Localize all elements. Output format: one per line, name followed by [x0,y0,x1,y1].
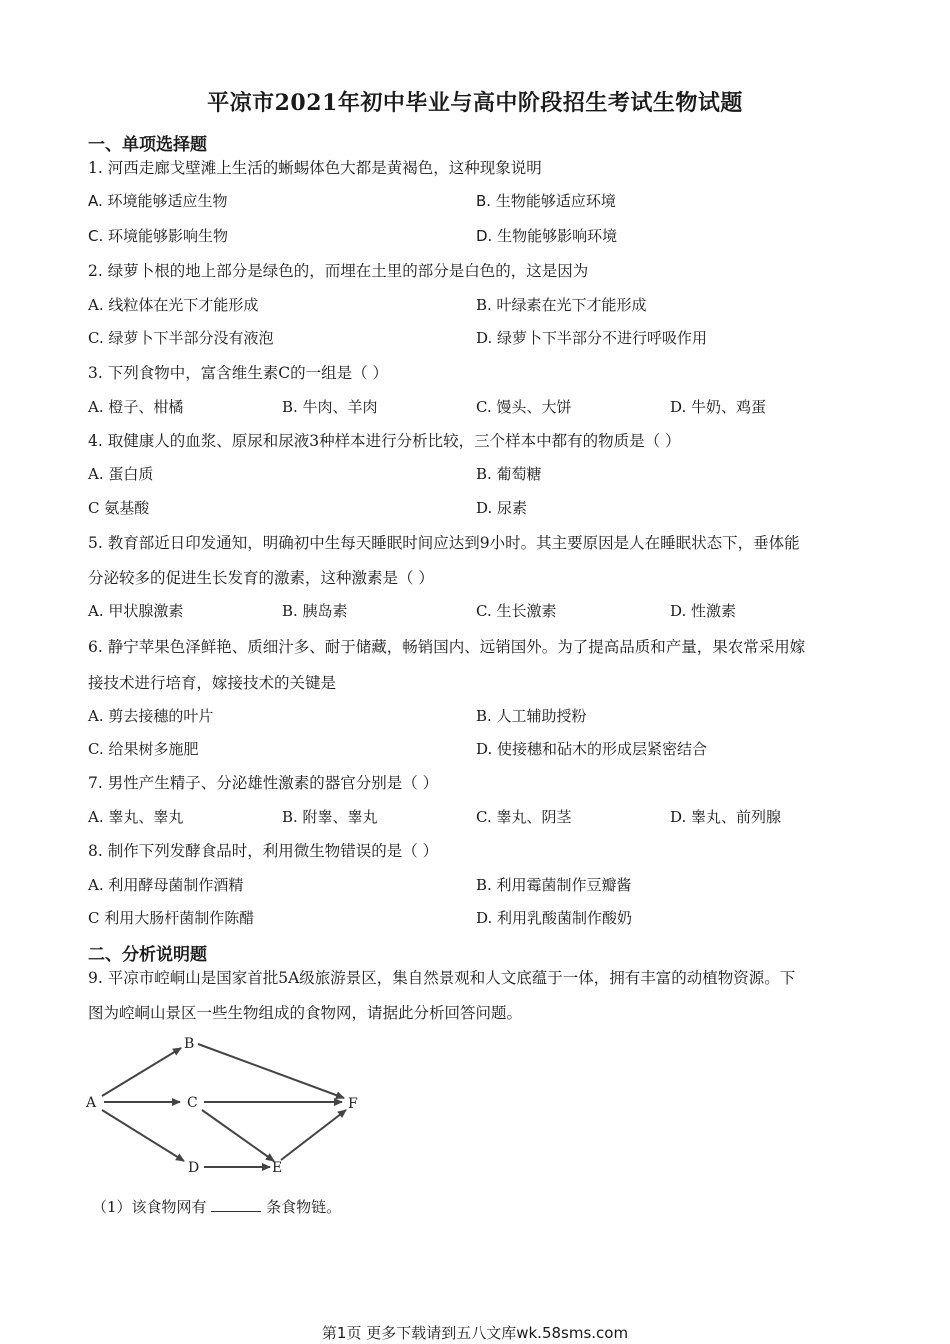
edge-e-f [281,1110,346,1160]
question-2-option-c[interactable]: C. 绿萝卜下半部分没有液泡 [88,329,274,347]
question-9-sub1-suffix: 条食物链。 [266,1198,342,1216]
question-4-stem: 4. 取健康人的血浆、原尿和尿液3种样本进行分析比较，三个样本中都有的物质是（ ） [88,432,681,450]
question-6-option-a[interactable]: A. 剪去接穗的叶片 [88,707,214,725]
question-9-sub1 [92,1196,341,1217]
question-6-options-row1 [88,705,868,727]
question-6-stem-line2: 接技术进行培育，嫁接技术的关键是 [88,674,337,692]
question-3-option-b[interactable]: B. 牛肉、羊肉 [282,398,378,416]
question-4-options-row2 [88,497,868,519]
edge-a-d [102,1110,184,1161]
question-5-stem-line2: 分泌较多的促进生长发育的激素，这种激素是（ ） [88,569,434,587]
question-8-stem: 8. 制作下列发酵食品时，利用微生物错误的是（ ） [88,842,439,860]
question-4-option-d[interactable]: D. 尿素 [476,499,528,517]
question-5-option-d[interactable]: D. 性激素 [670,602,737,620]
question-7-option-c[interactable]: C. 睾丸、阴茎 [476,808,572,826]
node-e-label: E [272,1160,283,1176]
question-6-stem-line1: 6. 静宁苹果色泽鲜艳、质细汁多、耐于储藏，畅销国内、远销国外。为了提高品质和产量，果农常采用嫁 [88,638,806,656]
edge-c-e [202,1110,274,1161]
question-2-option-d[interactable]: D. 绿萝卜下半部分不进行呼吸作用 [476,329,708,347]
question-8-option-a[interactable]: A. 利用酵母菌制作酒精 [88,876,244,894]
node-c-label: C [187,1095,198,1111]
question-3-options-row [88,396,868,418]
question-5-option-b[interactable]: B. 胰岛素 [282,602,348,620]
question-2-options-row1 [88,294,868,316]
question-2-options-row2 [88,327,868,349]
question-9-stem-line1: 9. 平凉市崆峒山是国家首批5A级旅游景区，集自然景观和人文底蕴于一体，拥有丰富的动植物资源。下 [88,969,796,987]
question-1-option-c[interactable]: C. 环境能够影响生物 [88,227,229,245]
node-b-label: B [184,1036,195,1052]
question-2-option-b[interactable]: B. 叶绿素在光下才能形成 [476,296,647,314]
question-7-option-b[interactable]: B. 附睾、睾丸 [282,808,378,826]
question-4-options-row1 [88,463,868,485]
question-7-option-a[interactable]: A. 睾丸、睾丸 [88,808,184,826]
question-8-options-row2 [88,907,868,929]
section-heading-analysis: 二、分析说明题 [88,945,207,965]
question-5-option-a[interactable]: A. 甲状腺激素 [88,602,184,620]
question-4-option-a[interactable]: A. 蛋白质 [88,465,154,483]
question-8-option-d[interactable]: D. 利用乳酸菌制作酸奶 [476,909,633,927]
question-3-option-a[interactable]: A. 橙子、柑橘 [88,398,184,416]
node-a-label: A [86,1095,97,1111]
exam-title: 平凉市2021年初中毕业与高中阶段招生考试生物试题 [207,90,743,116]
node-f-label: F [348,1096,358,1112]
edge-a-b [102,1048,181,1096]
question-1-option-a[interactable]: A. 环境能够适应生物 [88,192,228,210]
question-4-option-b[interactable]: B. 葡萄糖 [476,465,542,483]
question-9-sub1-prefix: （1）该食物网有 [92,1198,207,1216]
question-5-options-row [88,600,868,622]
node-d-label: D [188,1160,200,1176]
question-1-options-row1 [88,190,868,212]
question-9-stem-line2: 图为崆峒山景区一些生物组成的食物网，请据此分析回答问题。 [88,1004,523,1022]
question-3-option-c[interactable]: C. 馒头、大饼 [476,398,572,416]
question-5-option-c[interactable]: C. 生长激素 [476,602,557,620]
question-9-sub1-answer-blank[interactable] [211,1197,261,1212]
question-2-stem: 2. 绿萝卜根的地上部分是绿色的，而埋在土里的部分是白色的，这是因为 [88,262,589,280]
food-web-diagram [84,1030,374,1180]
question-5-stem-line1: 5. 教育部近日印发通知，明确初中生每天睡眠时间应达到9小时。其主要原因是人在睡眠状态下，垂体能 [88,534,800,552]
question-7-options-row [88,806,868,828]
page-footer: 第1页 更多下载请到五八文库wk.58sms.com [321,1324,629,1342]
question-1-option-d[interactable]: D. 生物能够影响环境 [476,227,618,245]
question-3-option-d[interactable]: D. 牛奶、鸡蛋 [670,398,767,416]
question-6-option-c[interactable]: C. 给果树多施肥 [88,740,199,758]
question-6-option-b[interactable]: B. 人工辅助授粉 [476,707,587,725]
question-2-option-a[interactable]: A. 线粒体在光下才能形成 [88,296,259,314]
question-3-stem: 3. 下列食物中，富含维生素C的一组是（ ） [88,364,389,382]
question-8-option-c[interactable]: C 利用大肠杆菌制作陈醋 [88,909,255,927]
question-1-options-row2 [88,225,868,247]
question-4-option-c[interactable]: C 氨基酸 [88,499,150,517]
question-7-option-d[interactable]: D. 睾丸、前列腺 [670,808,782,826]
question-1-option-b[interactable]: B. 生物能够适应环境 [476,192,616,210]
question-6-option-d[interactable]: D. 使接穗和砧木的形成层紧密结合 [476,740,708,758]
question-7-stem: 7. 男性产生精子、分泌雄性激素的器官分别是（ ） [88,774,439,792]
question-6-options-row2 [88,738,868,760]
edge-b-f [198,1044,344,1098]
section-heading-single-choice: 一、单项选择题 [88,135,207,155]
question-1-stem: 1. 河西走廊戈壁滩上生活的蜥蜴体色大都是黄褐色，这种现象说明 [88,159,542,177]
question-8-option-b[interactable]: B. 利用霉菌制作豆瓣酱 [476,876,632,894]
question-8-options-row1 [88,874,868,896]
